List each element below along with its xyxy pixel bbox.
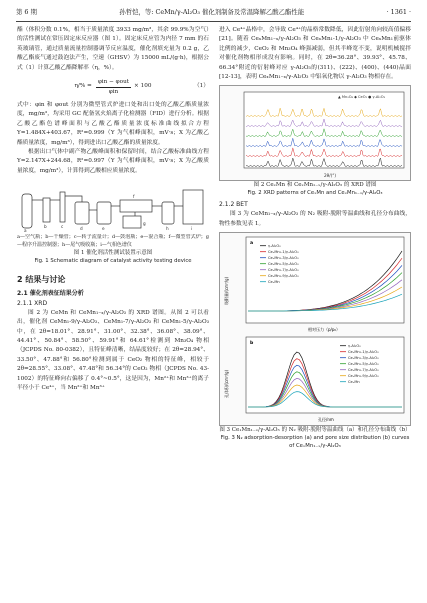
equation-denominator: φin bbox=[108, 88, 119, 95]
legend-label: CeₓMn₁-7/γ-Al₂O₃ bbox=[268, 268, 299, 273]
air-cylinder bbox=[22, 194, 32, 228]
subsection-heading: 2.1 催化剂表征结果分析 bbox=[17, 289, 84, 297]
right-column bbox=[219, 26, 411, 450]
issue-number: 第 6 期 bbox=[16, 8, 37, 16]
svg-text:h: h bbox=[166, 226, 169, 232]
figure-1-apparatus-diagram bbox=[17, 180, 209, 234]
equation-number: （1） bbox=[194, 83, 209, 90]
paragraph: 进入 Ce⁴⁺晶格中，会导致 Ce⁴⁺的晶格常数降低，因此衍射角向较高值偏移[21]。随着 CeₓMn₁₋ₓ/γ-Al₂O₃ 和 CeₓMn₁-1/γ-Al₂O₃ 中 CeₓMn₁前驱体比例的减少，CeO₂ 和 Mn₃O₄ 峰强减弱，但其半峰宽不变，说明机械搅拌对催化剂物相形成没有影响。同时，在 2θ=36.28°、39.93°、45.78、66.34°附近的衍射峰对应 γ-Al₂O₃的(311)、(222)、(400)、(440)晶面[12-13]，表明 CeₓMn₁₋ₓ/γ-Al₂O₃ 中铝氧化物以 γ-Al₂O₃ 物相存在。 bbox=[219, 27, 411, 81]
figure-2-xrd-chart bbox=[219, 85, 411, 181]
legend-label: CeₓMn₁-9/γ-Al₂O₃ bbox=[268, 274, 299, 279]
svg-text:a: a bbox=[24, 228, 27, 234]
tube-furnace bbox=[120, 200, 152, 212]
bubbler-bottle bbox=[75, 202, 89, 224]
bet-plots bbox=[220, 233, 410, 425]
figure-1-caption: 图 1 催化剂活性测试装置示意图 bbox=[73, 250, 153, 257]
figure-1-caption-en: Fig. 1 Schematic diagram of catalyst activity testing device bbox=[34, 258, 192, 265]
figure-3-caption-en: Fig. 3 N₂ adsorption-desorption (a) and pore size distribution (b) curves of CeₓMn₁₋ₓ/γ-Al₂O₃ bbox=[220, 435, 410, 450]
subsubsection-heading: 2.1.2 BET bbox=[219, 201, 248, 209]
equation-fraction bbox=[96, 78, 131, 97]
equation-1 bbox=[17, 73, 209, 101]
subsubsection-heading: 2.1.1 XRD bbox=[17, 299, 48, 307]
equation-tail: × 100 bbox=[134, 83, 152, 90]
xrd-x-axis-label: 2θ/(°) bbox=[324, 173, 336, 179]
page-number: · 1361 · bbox=[386, 7, 411, 16]
paragraph: 式中：φin 和 φout 分别为微型管式炉进口处和出口处的乙酸乙酯质量浓度，mg/m³，均采用 GC 配备氢火焰离子化检测器（FID）进行分析。根据乙酸乙酯色谱峰面积与乙酸乙酯质量浓度标准曲线拟合方程 Y=1.484X+403.67，R²=0.999（Y 为气相峰面积，mV·s；X 为乙酸乙酯质量浓度，mg/m³），得到进出口乙酸乙酯的质量浓度。 bbox=[17, 102, 209, 146]
xrd-legend: ▲ Mn₃O₄ ◆ CeO₂ ● γ-Al₂O₃ bbox=[338, 95, 386, 100]
running-header bbox=[16, 5, 411, 18]
running-title: 孙哲恺，等: CeMn/γ-Al₂O₃ 催化剂制备及常温降解乙酸乙酯性能 bbox=[119, 8, 305, 16]
temperature-controller bbox=[123, 216, 141, 228]
apparatus-diagram bbox=[17, 180, 209, 234]
left-column bbox=[17, 26, 209, 393]
exhaust-absorber bbox=[162, 202, 174, 224]
fig3a-y-axis-label: 吸附量/(cm³/g) bbox=[224, 277, 229, 306]
svg-text:d: d bbox=[80, 226, 83, 232]
equation-lhs: η/% = bbox=[74, 83, 92, 90]
mixing-bottle bbox=[97, 202, 111, 224]
svg-text:c: c bbox=[61, 224, 64, 230]
svg-text:a: a bbox=[250, 241, 254, 247]
legend-label: CeₓMn bbox=[348, 380, 360, 385]
rotameter bbox=[60, 192, 65, 222]
figure-2-caption: 图 2 CeₓMn 和 CeₓMn₁₋ₓ/γ-Al₂O₃ 的 XRD 谱图 bbox=[253, 182, 377, 189]
figure-2-caption-en: Fig. 2 XRD patterns of CeₓMn and CeₓMn₁₋ₓ/γ-Al₂O₃ bbox=[247, 190, 383, 197]
figure-1-legend: a—空气瓶；b—干燥管；c—转子流量计；d—鼓泡瓶；e—混合瓶；f—微型管式炉；g—程序升温控制器；h—尾气吸收瓶；i—气相色谱仪 bbox=[17, 234, 209, 248]
legend-label: CeₓMn₁-5/γ-Al₂O₃ bbox=[348, 362, 379, 367]
svg-text:b: b bbox=[44, 224, 47, 230]
gas-chromatograph bbox=[183, 190, 203, 224]
svg-text:f: f bbox=[133, 194, 135, 200]
legend-label: CeₓMn₁-9/γ-Al₂O₃ bbox=[348, 374, 379, 379]
fig3a-x-axis-label: 相对压力（p/p₀） bbox=[308, 327, 341, 333]
legend-label: CeₓMn₁-3/γ-Al₂O₃ bbox=[268, 256, 299, 261]
header-rule bbox=[16, 21, 411, 22]
xrd-plot bbox=[220, 86, 410, 180]
equation-numerator: φin − φout bbox=[96, 78, 131, 88]
paragraph: 根据出口气体中副产物乙酸峰面积和保留时间，结合乙酸标准曲线方程 Y=2.147X+244.68，R²=0.997（Y 为气相峰面积，mV·s；X 为乙酸质量浓度，mg/m³），计算得到乙酸相应质量浓度。 bbox=[17, 149, 209, 174]
svg-text:i: i bbox=[191, 226, 193, 232]
paragraph: 图 2 为 CeMn 和 CeMn₁₋ₓ/γ-Al₂O₃ 的 XRD 谱图。从图 2 可以看出，催化剂 CeMn₁-9/γ-Al₂O₃、CeMn₁-7/γ-Al₂O₃ 和 CeMn₁-5/γ-Al₂O₃ 中，在 2θ=18.01°、28.91°、31.00°、32.38°、36.08°、38.09°、44.41°、50.84°、58.50°、59.91°和 64.61°检测到 Mn₃O₄ 物相（JCPDS No. 80-0382），且特征峰清晰，结晶度较好；在 2θ=28.94°、33.50°、47.88°和 56.80°检测到属于 CeO₂ 物相的特征峰，相较于 2θ=28.55°、33.08°、47.48°和 56.34°的 CeO₂ 物相（JCPDS No. 43-1002）的特征峰向右偏移了 0.4°~0.5°，这是因为，Mn²⁺和 Mn³⁺的离子半径小于 Ce⁴⁺，当 Mn²⁺和 Mn³⁺ bbox=[17, 309, 209, 391]
legend-label: CeₓMn bbox=[268, 280, 280, 285]
figure-3-caption: 图 3 Ce₁Mn₁₋ₓ/γ-Al₂O₃ 的 N₂ 吸附-脱附等温曲线（a）和孔径分布曲线（b） bbox=[219, 427, 411, 434]
legend-label: γ-Al₂O₃ bbox=[268, 244, 281, 249]
legend-label: CeₓMn₁-3/γ-Al₂O₃ bbox=[348, 356, 379, 361]
legend-label: CeₓMn₁-1/γ-Al₂O₃ bbox=[268, 250, 299, 255]
figure-3-bet-charts bbox=[219, 232, 411, 426]
svg-text:e: e bbox=[102, 226, 105, 232]
legend-label: CeₓMn₁-1/γ-Al₂O₃ bbox=[348, 350, 379, 355]
svg-text:b: b bbox=[250, 341, 254, 347]
svg-text:g: g bbox=[143, 221, 146, 227]
paragraph: 图 3 为 CeMn₁₋ₓ/γ-Al₂O₃ 的 N₂ 吸附-脱附等温曲线和孔径分布曲线，物性参数见表 1。 bbox=[219, 211, 411, 227]
fig3b-y-axis-label: 孔体积/(cm³/g) bbox=[224, 370, 229, 399]
section-heading: 2 结果与讨论 bbox=[17, 275, 66, 285]
legend-label: γ-Al₂O₃ bbox=[348, 344, 361, 349]
fig3b-x-axis-label: 孔径/nm bbox=[318, 417, 334, 423]
legend-label: CeₓMn₁-7/γ-Al₂O₃ bbox=[348, 368, 379, 373]
paragraph: 酯（体积分数 0.1%，相当于质量浓度 3933 mg/m³，其余 99.9%为空气）的活性测试在常压固定床反应器（图 1）。固定床反应管为内径 7 mm 的石英玻璃管，通过质量流量控制器调节反应温度，催化剂填充量为 0.2 g，乙酸乙酯废气通过鼓泡法产生，空速（GHSV）为 15000 mL/(g·h)，根据公式（1）计算乙酸乙酯降解率（η，%）。 bbox=[17, 27, 209, 71]
legend-label: CeₓMn₁-5/γ-Al₂O₃ bbox=[268, 262, 299, 267]
drying-tube bbox=[43, 198, 50, 222]
